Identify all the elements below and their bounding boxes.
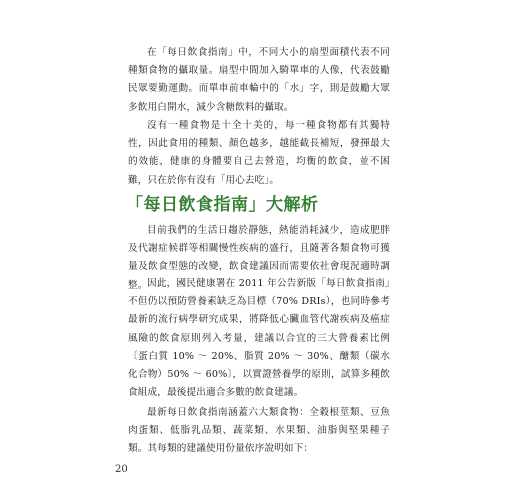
paragraph-intro-fan-chart: 在「每日飲食指南」中，不同大小的扇型面積代表不同種類食物的攝取量。扇型中間加入騎單車的人像，代表鼓勵民眾要勤運動。而單車前車輪中的「水」字，則是鼓勵大眾多飲用白開水，減少含糖飲料的攝取。: [128, 47, 390, 113]
paragraph-lifestyle: 目前我們的生活日趨於靜態，熱能消耗減少，造成肥胖及代謝症候群等相關慢性疾病的盛行，且隨著各類食物可獲量及飲食型態的改變，飲食建議因而需要依社會現況適時調整。: [128, 225, 390, 291]
paragraph-six-food-groups: 最新每日飲食指南涵蓋六大類食物：全穀根莖類、豆魚肉蛋類、低脂乳品類、蔬菜類、水果類、油脂與堅果種子類。其每類的建議使用份量依序說明如下：: [128, 407, 390, 455]
page-number: 20: [115, 464, 128, 475]
paragraph-new-guideline: 因此，國民健康署在 2011 年公告新版「每日飲食指南」不但仍以預防營養素缺乏為目標（70% DRIs），也同時參考最新的流行病學研究成果，將降低心臟血管代謝疾病及癌症風險的飲食原則列入考量，建議以合宜的三大營養素比例〔蛋白質 10% ～ 20%、脂質 20% ～ 30%、醣類（碳水化合物）50% ～ 60%〕，以實證營養學的原則，試算多種飲食組成，最後提出適合多數的飲食建議。: [128, 278, 390, 399]
section-heading: 「每日飲食指南」大解析: [126, 195, 319, 215]
paragraph-balanced-diet: 沒有一種食物是十全十美的，每一種食物都有其獨特性，因此食用的種類、顏色越多，越能截長補短，發揮最大的效能，健康的身體要自己去營造，均衡的飲食，並不困難，只在於你有沒有「用心去吃」。: [128, 120, 390, 186]
